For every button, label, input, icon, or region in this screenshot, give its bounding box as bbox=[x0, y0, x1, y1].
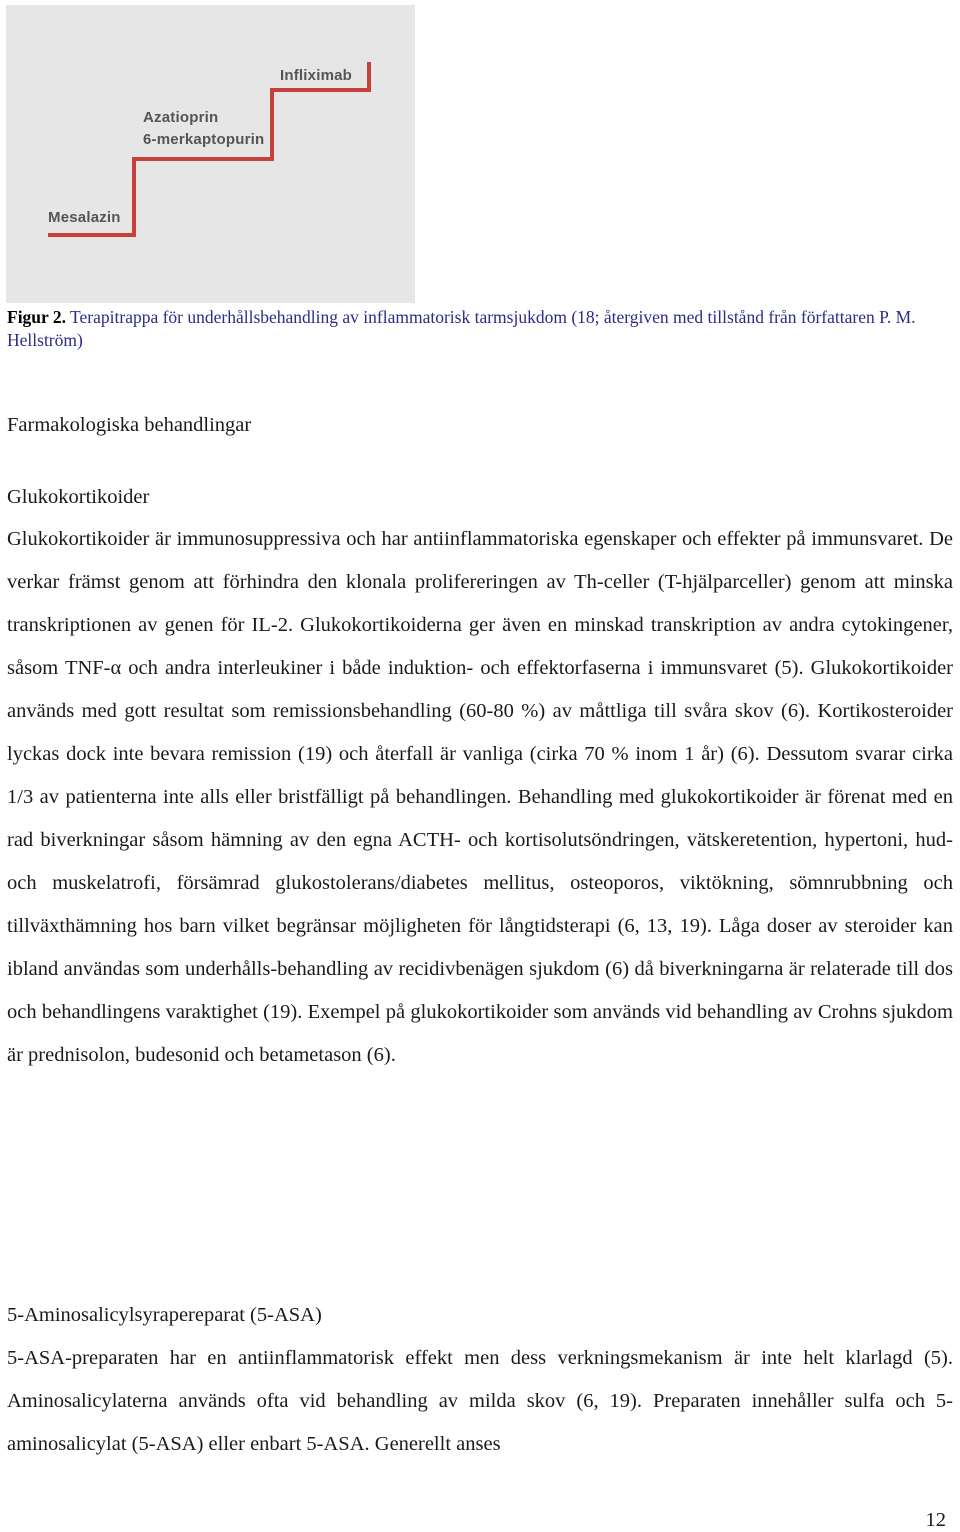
caption-lead: Figur 2. bbox=[7, 307, 66, 327]
section-title: Farmakologiska behandlingar bbox=[7, 414, 252, 436]
page-number: 12 bbox=[925, 1509, 946, 1531]
therapy-staircase-figure bbox=[6, 5, 415, 303]
label-merkaptopurin: 6-merkaptopurin bbox=[143, 131, 265, 148]
staircase-graphic bbox=[6, 5, 415, 303]
subsection-title-glukokortikoider: Glukokortikoider bbox=[7, 486, 150, 508]
label-azatioprin: Azatioprin bbox=[143, 109, 219, 126]
figure-caption bbox=[7, 306, 952, 352]
label-infliximab: Infliximab bbox=[280, 67, 353, 84]
paragraph-5asa: 5-ASA-preparaten har en antiinflammatorisk effekt men dess verkningsmekanism är inte helt klarlagd (5). Aminosalicylaterna används ofta vid behandling av milda skov (6, 19). Preparaten innehåller sulfa och 5-aminosalicylat (5-ASA) eller enbart 5-ASA. Generellt anses bbox=[7, 1347, 953, 1455]
caption-text: Terapitrappa för underhållsbehandling av inflammatorisk tarmsjukdom (18; återgiven med tillstånd från författaren P. M. Hellström) bbox=[7, 307, 916, 350]
subsection-title-5asa: 5-Aminosalicylsyrapereparat (5-ASA) bbox=[7, 1304, 322, 1326]
paragraph-glukokortikoider: Glukokortikoider är immunosuppressiva och har antiinflammatoriska egenskaper och effekter på immunsvaret. De verkar främst genom att förhindra den klonala prolifereringen av Th-celler (T-hjälparceller) genom att minska transkriptionen av genen för IL-2. Glukokortikoiderna ger även en minskad transkription av andra cytokingener, såsom TNF-α och andra interleukiner i både induktion- och effektorfaserna i immunsvaret (5). Glukokortikoider används med gott resultat som remissionsbehandling (60-80 %) av måttliga till svåra skov (6). Kortikosteroider lyckas dock inte bevara remission (19) och återfall är vanliga (cirka 70 % inom 1 år) (6). Dessutom svarar cirka 1/3 av patienterna inte alls eller bristfälligt på behandlingen. Behandling med glukokortikoider är förenat med en rad biverkningar såsom hämning av den egna ACTH- och kortisolutsöndringen, vätskeretention, hypertoni, hud- och muskelatrofi, försämrad glukostolerans/diabetes mellitus, osteoporos, viktökning, sömnrubbning och tillväxthämning hos barn vilket begränsar möjligheten för långtidsterapi (6, 13, 19). Låga doser av steroider kan ibland användas som underhålls-behandling av recidivbenägen sjukdom (6) då biverkningarna är relaterade till dos och behandlingens varaktighet (19). Exempel på glukokortikoider som används vid behandling av Crohns sjukdom är prednisolon, budesonid och betametason (6). bbox=[7, 528, 953, 1066]
label-mesalazin: Mesalazin bbox=[48, 209, 121, 226]
